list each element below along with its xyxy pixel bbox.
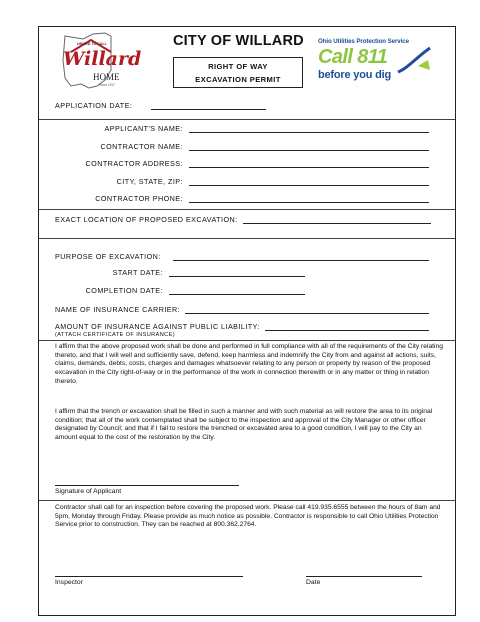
insurance-note: (ATTACH CERTIFICATE OF INSURANCE) (55, 332, 175, 338)
divider (39, 209, 455, 210)
insurance-carrier-label: NAME OF INSURANCE CARRIER: (55, 305, 181, 314)
divider (39, 500, 455, 501)
purpose-label: PURPOSE OF EXCAVATION: (55, 252, 161, 261)
divider (39, 340, 455, 341)
insurance-amount-label: AMOUNT OF INSURANCE AGAINST PUBLIC LIABILITY: (55, 322, 260, 331)
date-label: Date (306, 579, 321, 586)
permit-type-box (173, 57, 303, 88)
logo-top-text: UNITED TO CALL (77, 42, 107, 46)
inspector-label: Inspector (55, 579, 83, 586)
completion-date-field[interactable] (169, 294, 305, 295)
insurance-amount-field[interactable] (265, 330, 429, 331)
call-811-text: Call 811 (318, 46, 388, 68)
contractor-name-field[interactable] (189, 150, 429, 151)
ohio-ups-text: Ohio Utilities Protection Service (318, 38, 409, 45)
page-title: CITY OF WILLARD (173, 33, 304, 49)
completion-date-label: COMPLETION DATE: (85, 286, 163, 295)
logo-script-text: Willard (63, 48, 142, 70)
exact-location-label: EXACT LOCATION OF PROPOSED EXCAVATION: (55, 215, 238, 224)
city-state-zip-label: CITY, STATE, ZIP: (116, 177, 183, 186)
applicant-name-field[interactable] (189, 132, 429, 133)
logo-since-text: Since 1917 (99, 83, 115, 87)
affirmation-paragraph-2: I affirm that the trench or excavation shall be filled in such a manner and with such material as will restore the area to its original condition; that all of the work contemplated shall be subject to the inspection and approval of the City Manager or other officer designated by Council; and that if I fail to restore the trenched or excavated area to a good condition, I will pay to the City an amount equal to the cost of the restoration by the City. (55, 408, 433, 442)
permit-line-2: EXCAVATION PERMIT (195, 75, 281, 84)
divider (39, 238, 455, 239)
contractor-phone-field[interactable] (189, 202, 429, 203)
willard-home-logo (53, 30, 142, 92)
application-date-label: APPLICATION DATE: (55, 101, 133, 110)
exact-location-field[interactable] (243, 223, 431, 224)
contractor-phone-label: CONTRACTOR PHONE: (95, 194, 183, 203)
start-date-label: START DATE: (112, 268, 163, 277)
insurance-carrier-field[interactable] (185, 313, 429, 314)
signature-applicant-label: Signature of Applicant (55, 488, 122, 495)
contractor-address-label: CONTRACTOR ADDRESS: (85, 159, 183, 168)
before-you-dig-text: before you dig (318, 69, 391, 81)
applicant-name-label: APPLICANT'S NAME: (104, 124, 183, 133)
logo-home-text: HOME (93, 72, 120, 82)
date-field[interactable] (306, 576, 422, 577)
contractor-name-label: CONTRACTOR NAME: (100, 142, 183, 151)
inspector-signature-field[interactable] (55, 576, 243, 577)
start-date-field[interactable] (169, 276, 305, 277)
purpose-field[interactable] (173, 260, 429, 261)
shovel-icon (394, 46, 434, 76)
city-state-zip-field[interactable] (189, 185, 429, 186)
application-date-field[interactable] (151, 109, 266, 110)
applicant-signature-field[interactable] (55, 485, 239, 486)
divider (39, 119, 455, 120)
contractor-address-field[interactable] (189, 167, 429, 168)
permit-form (38, 26, 456, 616)
affirmation-paragraph-1: I affirm that the above proposed work shall be done and performed in full compliance with all of the requirements of the City relating thereto, and that I will well and sufficiently save, defend, keep harmless and indemnify the City from and against all actions, suits, claims, demands, debts, costs, charges and damages whatsoever relating to any person or property by reason of the proposed excavation in the City right-of-way or in the performance of the work in connection therewith or in any matter or thing in relation thereto. (55, 343, 443, 385)
permit-line-1: RIGHT OF WAY (208, 62, 268, 71)
contractor-inspection-note: Contractor shall call for an inspection before covering the proposed work. Please call 419.935.6555 between the hours of 8am and 5pm, Monday through Friday. Please provide as much notice as possible. Contractor is responsible to call Ohio Utilities Protection Service prior to construction. They can be reached at 800.362.2764. (55, 504, 441, 529)
call-811-logo (318, 32, 446, 94)
